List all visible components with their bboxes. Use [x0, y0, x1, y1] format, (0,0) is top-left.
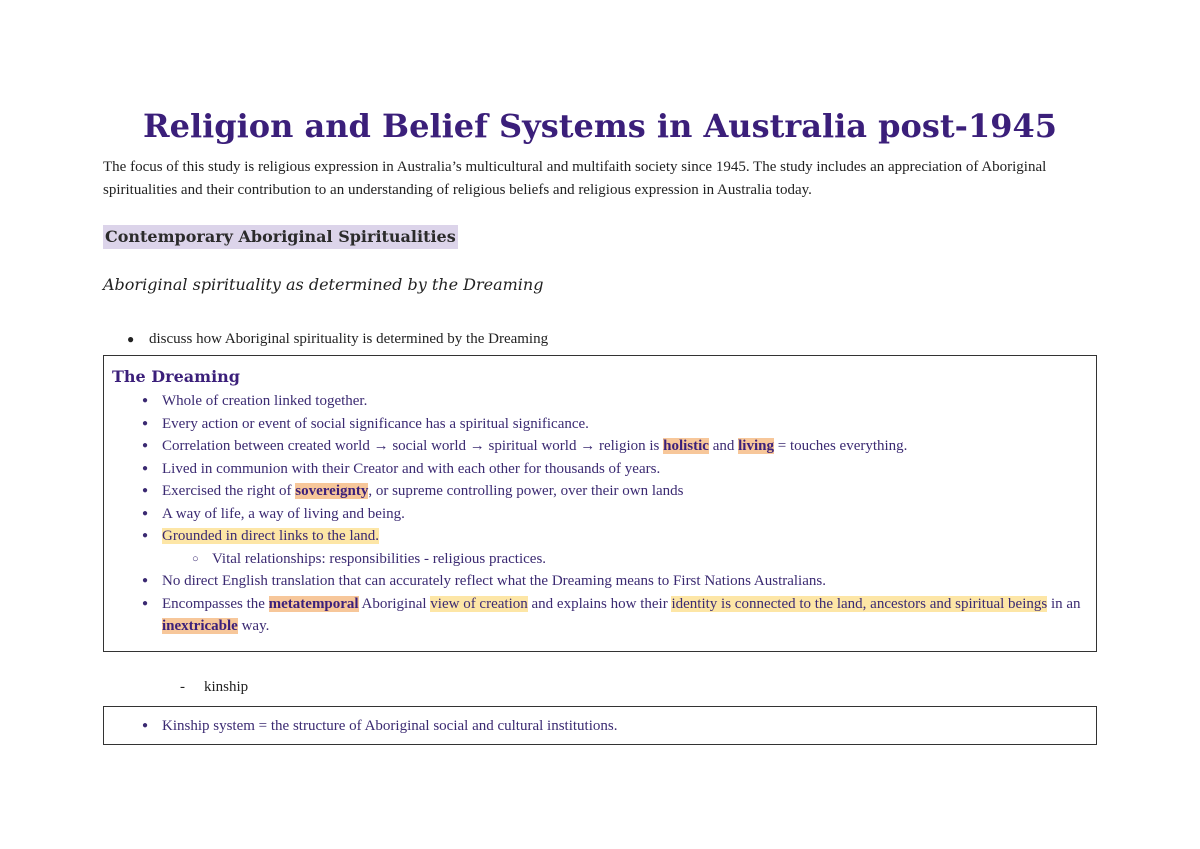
list-item [112, 593, 1088, 638]
page-title: Religion and Belief Systems in Australia post-1945 [142, 107, 1057, 145]
highlight-identity: identity is connected to the land, ancestors and spiritual beings [671, 595, 1048, 612]
bullet-icon: ● [142, 395, 149, 406]
subheading: Aboriginal spirituality as determined by the Dreaming [103, 275, 544, 294]
bullet-icon: ● [142, 462, 149, 474]
kinship-subpoint [180, 677, 248, 697]
dreaming-list [112, 390, 1088, 638]
list-item-text: and [708, 438, 739, 454]
bullet-icon: ● [127, 332, 135, 346]
sub-bullet-icon: ○ [192, 552, 199, 565]
list-item [112, 390, 1088, 413]
list-item-text: No direct English translation that can accurately reflect what the Dreaming means to First Nations Australians. [162, 573, 826, 589]
list-item-text: way. [237, 618, 270, 634]
list-item [112, 458, 1088, 481]
dreaming-box-title: The Dreaming [112, 367, 240, 386]
highlight-inextricable: inextricable [162, 618, 238, 634]
highlight-grounded: Grounded in direct links to the land. [162, 528, 380, 544]
list-item [112, 525, 1088, 548]
list-item [112, 503, 1088, 526]
list-item-text: Every action or event of social significance has a spiritual significance. [162, 415, 589, 432]
bullet-icon: ● [142, 597, 149, 609]
kinship-box [103, 706, 1097, 745]
list-item [112, 715, 1088, 738]
list-item-text: Kinship system = the structure of Aboriginal social and cultural institutions. [162, 718, 618, 734]
highlight-metatemporal: metatemporal [268, 595, 359, 612]
list-item-text: Correlation between created world → social world → spiritual world → religion is [162, 438, 664, 454]
list-item-text: Vital relationships: responsibilities - religious practices. [212, 550, 547, 567]
intro-paragraph: The focus of this study is religious expression in Australia’s multicultural and multifaith society since 1945. The study includes an appreciation of Aboriginal spiritualities and their contribution to an understanding of religious beliefs and religious expression in Australia today. [103, 159, 1047, 198]
kinship-label: kinship [204, 679, 249, 695]
list-item [112, 435, 1088, 458]
bullet-icon: ● [142, 440, 149, 451]
bullet-icon: ● [142, 507, 149, 519]
bullet-icon: ● [142, 530, 149, 541]
list-item-text: and explains how their [527, 595, 672, 612]
section-heading-wrap [103, 225, 458, 249]
bullet-icon: ● [142, 575, 149, 586]
list-item [112, 413, 1088, 436]
highlight-sovereignty: sovereignty [295, 483, 369, 499]
list-item-text: Whole of creation linked together. [162, 393, 368, 409]
list-item-text: in an [1047, 595, 1081, 612]
dreaming-box [103, 355, 1097, 652]
highlight-view-of-creation: view of creation [430, 595, 528, 612]
list-item-text: Exercised the right of [162, 483, 296, 499]
list-item-text: Lived in communion with their Creator and with each other for thousands of years. [162, 460, 661, 477]
bullet-icon: ● [142, 485, 149, 496]
kinship-list [112, 715, 1088, 738]
outer-bullet-text: discuss how Aboriginal spirituality is determined by the Dreaming [149, 331, 549, 347]
bullet-icon: ● [142, 417, 149, 429]
list-item-text: Encompasses the [162, 595, 269, 612]
list-item [112, 480, 1088, 503]
list-item-text: , or supreme controlling power, over their own lands [368, 483, 684, 499]
list-item-text: A way of life, a way of living and being. [162, 505, 405, 522]
dash-icon: - [180, 679, 185, 695]
highlight-living: living [738, 438, 774, 454]
bullet-icon: ● [142, 720, 149, 731]
list-item [112, 570, 1088, 593]
outer-bullet [127, 329, 548, 349]
sub-list-item [112, 548, 1088, 571]
section-heading: Contemporary Aboriginal Spiritualities [103, 225, 458, 249]
list-item-text: Aboriginal [358, 595, 431, 612]
highlight-holistic: holistic [663, 438, 709, 454]
list-item-text: = touches everything. [774, 438, 908, 454]
